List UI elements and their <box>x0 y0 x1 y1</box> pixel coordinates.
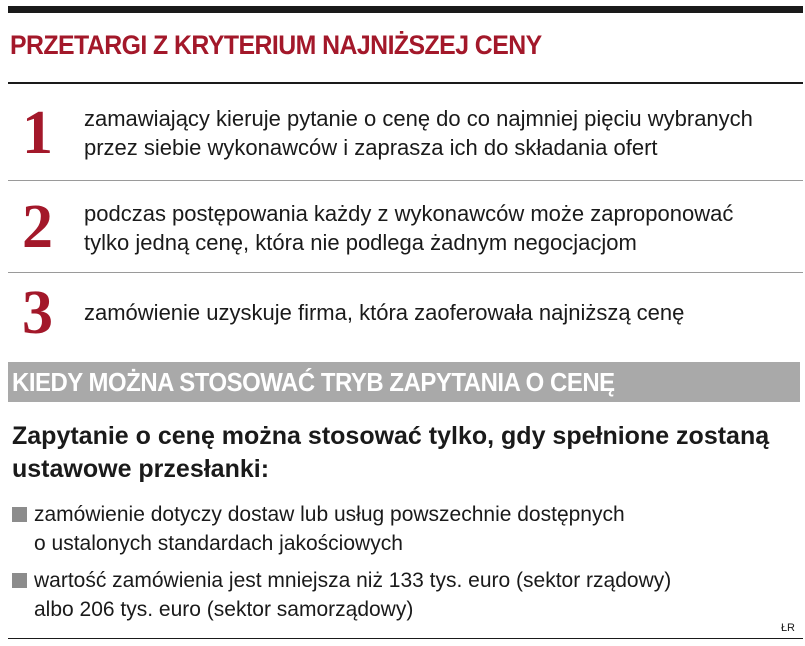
bullet-square-icon <box>12 507 27 522</box>
step-text-line: zamawiający kieruje pytanie o cenę do co najmniej pięciu wybranych <box>84 106 753 131</box>
step-number: 1 <box>22 99 53 167</box>
step-item-1 <box>8 96 803 176</box>
bullet-text <box>34 566 671 624</box>
section-band <box>8 362 800 402</box>
lead-line: Zapytanie o cenę można stosować tylko, gdy spełnione zostaną <box>12 422 770 450</box>
bullet-square-icon <box>12 573 27 588</box>
bullet-text-line: albo 206 tys. euro (sektor samorządowy) <box>34 598 414 621</box>
step-item-3 <box>8 280 803 352</box>
author-credit: ŁR <box>780 622 795 634</box>
step-text-line: tylko jedną cenę, która nie podlega żadnym negocjacjom <box>84 230 637 255</box>
bottom-rule <box>8 638 803 639</box>
bullet-text-line: zamówienie dotyczy dostaw lub usług powszechnie dostępnych <box>34 503 625 526</box>
page-title: PRZETARGI Z KRYTERIUM NAJNIŻSZEJ CENY <box>10 30 542 60</box>
step-item-2 <box>8 188 803 270</box>
section-title: KIEDY MOŻNA STOSOWAĆ TRYB ZAPYTANIA O CENĘ <box>12 367 615 397</box>
lead-line: ustawowe przesłanki: <box>12 455 270 483</box>
step-text-line: zamówienie uzyskuje firma, która zaoferowała najniższą cenę <box>84 300 685 325</box>
bullet-text-line: o ustalonych standardach jakościowych <box>34 532 403 555</box>
bullet-text <box>34 500 625 558</box>
step-text-line: przez siebie wykonawców i zaprasza ich do składania ofert <box>84 135 658 160</box>
bullet-text-line: wartość zamówienia jest mniejsza niż 133 tys. euro (sektor rządowy) <box>34 569 672 592</box>
step-number: 3 <box>22 279 53 347</box>
step-divider <box>8 180 803 181</box>
step-divider <box>8 272 803 273</box>
step-number: 2 <box>22 193 53 261</box>
section-lead <box>12 420 769 486</box>
top-rule <box>8 6 803 13</box>
step-text-line: podczas postępowania każdy z wykonawców może zaproponować <box>84 201 734 226</box>
title-divider <box>8 82 803 84</box>
